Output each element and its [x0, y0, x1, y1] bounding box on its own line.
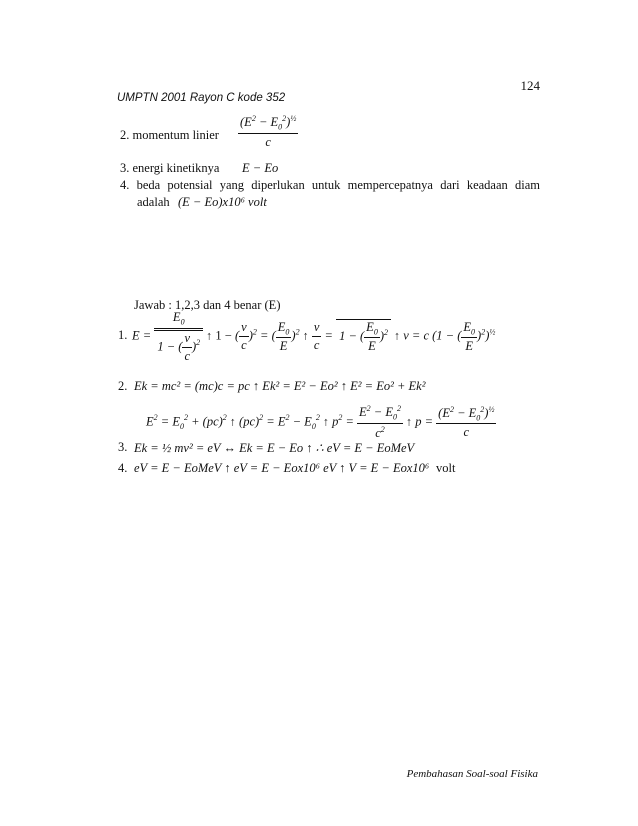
derivation-4-unit: volt: [436, 461, 456, 475]
derivation-3-formula: Ek = ½ mv² = eV ↔ Ek = E − Eo ↑ ∴ eV = E − EoMeV: [134, 441, 415, 455]
statement-3-label: 3. energi kinetiknya: [120, 161, 220, 175]
potential-formula: (E − Eo)x10⁶ volt: [178, 195, 267, 209]
derivation-1-formula: E = $E_0$ 1 − ( $\frac{v}{c}$ )$^2$ ↑ 1 − ( $\frac{v}{c}$ )$^2$ = ( $\frac{E_0}{E}$ )$^2$ ↑ $\frac{v}{c}$ = 1 − ( $\frac{E_0}{E}$ )$^2$ ↑ v = c (1 − ( $\frac{E_0}{E}$ )$^2$)$^{\frac{1}{2}}$: [132, 310, 496, 363]
derivation-1-number: 1.: [118, 328, 128, 342]
page-header: UMPTN 2001 Rayon C kode 352: [117, 92, 286, 104]
kinetic-energy-formula: E − Eo: [242, 161, 279, 175]
statement-2-label: 2. momentum linier: [120, 128, 219, 142]
answer-heading: Jawab : 1,2,3 dan 4 benar (E): [134, 298, 281, 312]
statement-4-line1: 4. beda potensial yang diperlukan untuk mempercepatnya dari keadaan diam: [120, 178, 540, 192]
page-footer: Pembahasan Soal-soal Fisika: [406, 768, 538, 780]
derivation-2-number: 2.: [118, 379, 128, 393]
page-number: 124: [520, 78, 540, 93]
derivation-2-line-b: $E^2 = E_0^2 + (pc)^2$ ↑ $(pc)^2 = E^2 - E_0^2$ ↑ $p^2$ = $\frac{E^2 - E_0^2}{c^2}$ ↑ p = $\frac{(E^2 - E_0^2)^{\frac{1}{2}}}{c}$: [146, 404, 495, 440]
derivation-2-line-a: Ek = mc² = (mc)c = pc ↑ Ek² = E² − Eo² ↑ E² = Eo² + Ek²: [134, 379, 426, 393]
derivation-4-formula: eV = E − EoMeV ↑ eV = E − Eox10⁶ eV ↑ V = E − Eox10⁶: [134, 461, 430, 475]
momentum-formula: $\frac{(E^2 - E_0^2)^{\frac{1}{2}}}{c}$: [240, 114, 297, 149]
statement-4-prefix: adalah: [137, 195, 170, 209]
derivation-4-number: 4.: [118, 461, 128, 475]
derivation-3-number: 3.: [118, 440, 128, 454]
